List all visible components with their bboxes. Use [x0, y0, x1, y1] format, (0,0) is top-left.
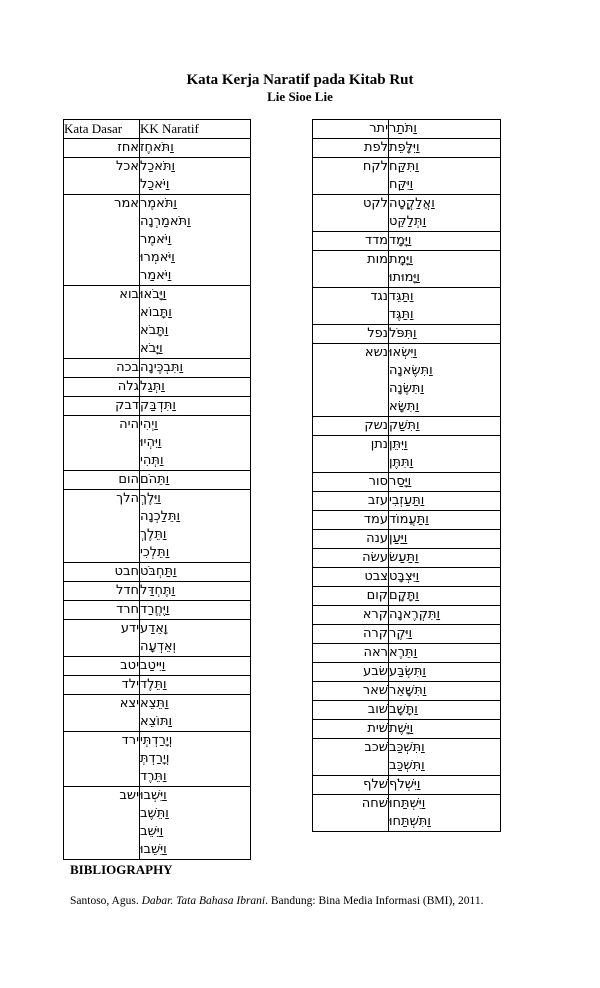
table-row: [313, 473, 501, 492]
root-word: קרא: [313, 606, 389, 625]
narrative-form: וַתֵּלַכְנָה: [140, 509, 181, 524]
narrative-form: וַתֹּאחֶז: [140, 140, 174, 155]
narrative-forms: [140, 490, 251, 563]
narrative-forms: [389, 325, 501, 344]
root-word: ירד: [64, 732, 140, 787]
narrative-form: וַתֹּאכַל: [140, 159, 176, 174]
table-row: [313, 587, 501, 606]
narrative-form: וַיָּבֹא: [140, 341, 163, 356]
table-row: [313, 139, 501, 158]
narrative-forms: [389, 232, 501, 251]
root-word: עשׂה: [313, 549, 389, 568]
narrative-form: וַיָּבֹאוּ: [140, 287, 167, 302]
narrative-form: וַתָּבֹא: [140, 323, 169, 338]
table-row: [313, 568, 501, 587]
root-word: שׁית: [313, 720, 389, 739]
verb-table-left: [63, 119, 251, 860]
root-word: שׂבע: [313, 663, 389, 682]
root-word: שׁאר: [313, 682, 389, 701]
table-row: [313, 251, 501, 288]
narrative-forms: [140, 359, 251, 378]
narrative-forms: [389, 492, 501, 511]
narrative-forms: [389, 139, 501, 158]
bibliography-entry-rest: . Bandung: Bina Media Informasi (BMI), 2011.: [265, 895, 484, 907]
narrative-form: וַתִּשְׁכַּב: [389, 740, 425, 755]
root-word: ענה: [313, 530, 389, 549]
narrative-forms: [389, 473, 501, 492]
table-row: [313, 288, 501, 325]
root-word: אחז: [64, 139, 140, 158]
root-word: נתן: [313, 436, 389, 473]
table-row: [64, 732, 251, 787]
narrative-forms: [140, 397, 251, 416]
narrative-form: וַיָּמוּתוּ: [389, 270, 420, 285]
table-row: [313, 776, 501, 795]
narrative-forms: [140, 158, 251, 195]
narrative-form: וַיֶּחֱרַד: [140, 602, 170, 617]
narrative-forms: [389, 288, 501, 325]
narrative-form: וַיִּיטַב: [140, 658, 166, 673]
root-word: קום: [313, 587, 389, 606]
narrative-form: וַתִּשֶּׂאנָה: [389, 363, 433, 378]
table-row: [64, 378, 251, 397]
narrative-form: וַתֵּרֶא: [389, 645, 418, 660]
narrative-forms: [140, 286, 251, 359]
narrative-form: וַיִּצְבָּט: [389, 569, 420, 584]
narrative-forms: [140, 563, 251, 582]
narrative-forms: [140, 657, 251, 676]
narrative-forms: [140, 471, 251, 490]
narrative-forms: [389, 720, 501, 739]
root-word: בכה: [64, 359, 140, 378]
narrative-forms: [389, 511, 501, 530]
table-row: [64, 695, 251, 732]
narrative-forms: [389, 568, 501, 587]
narrative-form: וַתִּשְׁתַּחוּ: [389, 814, 431, 829]
root-word: לפת: [313, 139, 389, 158]
root-word: סור: [313, 473, 389, 492]
root-word: ראה: [313, 644, 389, 663]
narrative-form: וַתַּגֶּד: [389, 307, 414, 322]
table-row: [64, 676, 251, 695]
table-row: [64, 601, 251, 620]
header-root: Kata Dasar: [64, 120, 140, 139]
table-row: [64, 195, 251, 286]
narrative-form: וַתִּשֶּׂנָה: [389, 381, 424, 396]
narrative-form: וַתֵּלֶךְ: [140, 527, 167, 542]
narrative-forms: [389, 436, 501, 473]
table-row: [64, 620, 251, 657]
table-row: [64, 416, 251, 471]
narrative-forms: [389, 251, 501, 288]
narrative-form: וַאֲלַקֳטָה: [389, 196, 435, 211]
table-row: [313, 682, 501, 701]
root-word: יתר: [313, 120, 389, 139]
narrative-forms: [389, 644, 501, 663]
narrative-form: וַתִּשָּׂא: [389, 399, 419, 414]
root-word: מדד: [313, 232, 389, 251]
root-word: נפל: [313, 325, 389, 344]
table-row: [313, 530, 501, 549]
narrative-form: וַתֵּלֶד: [140, 677, 167, 692]
table-row: [313, 436, 501, 473]
root-word: היה: [64, 416, 140, 471]
root-word: צבט: [313, 568, 389, 587]
root-word: ישב: [64, 787, 140, 860]
table-row: [313, 720, 501, 739]
table-row: [64, 139, 251, 158]
narrative-forms: [140, 695, 251, 732]
root-word: חדל: [64, 582, 140, 601]
narrative-form: וַתִּקַּח: [389, 159, 419, 174]
narrative-form: וְיָרַדְתְּי: [140, 733, 173, 748]
narrative-forms: [140, 416, 251, 471]
narrative-forms: [389, 663, 501, 682]
table-row: [313, 344, 501, 417]
narrative-forms: [389, 158, 501, 195]
narrative-form: וַתִּשְׂבַּע: [389, 664, 426, 679]
narrative-form: וַיִּתֵּן: [389, 437, 408, 452]
narrative-forms: [389, 344, 501, 417]
root-word: יטב: [64, 657, 140, 676]
root-word: חבט: [64, 563, 140, 582]
root-word: אמר: [64, 195, 140, 286]
bibliography-entry: [70, 895, 484, 907]
bibliography-entry-title: Dabar. Tata Bahasa Ibrani: [141, 895, 266, 907]
narrative-form: וַיִּשְׂאוּ: [389, 345, 417, 360]
narrative-form: וָאֵדַע: [140, 621, 168, 636]
table-row: [64, 490, 251, 563]
narrative-forms: [140, 139, 251, 158]
table-row: [313, 795, 501, 832]
table-row: [313, 325, 501, 344]
root-word: דבק: [64, 397, 140, 416]
table-row: [313, 606, 501, 625]
table-row: [313, 417, 501, 436]
narrative-form: וַתְּהִי: [140, 453, 164, 468]
root-word: לקט: [313, 195, 389, 232]
root-word: עזב: [313, 492, 389, 511]
narrative-form: וַתַּגֵּד: [389, 289, 414, 304]
table-row: [64, 158, 251, 195]
narrative-forms: [389, 195, 501, 232]
narrative-form: וַיִּקַּח: [389, 177, 414, 192]
bibliography-heading: BIBLIOGRAPHY: [70, 862, 173, 877]
narrative-form: וַיִּהְיוּ: [140, 435, 162, 450]
table-row: [313, 739, 501, 776]
root-word: הום: [64, 471, 140, 490]
narrative-forms: [389, 701, 501, 720]
narrative-forms: [389, 739, 501, 776]
root-word: שׁוב: [313, 701, 389, 720]
narrative-form: וַיָּמָת: [389, 252, 413, 267]
table-row: [64, 397, 251, 416]
table-row: [313, 158, 501, 195]
narrative-form: וַיָּשֶׁת: [389, 721, 414, 736]
narrative-forms: [140, 195, 251, 286]
narrative-form: וַיִּקֶר: [389, 626, 413, 641]
narrative-form: וַיֹּאמְרוּ: [140, 250, 175, 265]
narrative-form: וַתֵּשֶׁב: [140, 806, 169, 821]
document-title: Kata Kerja Naratif pada Kitab Rut: [186, 72, 414, 88]
narrative-form: וַתִּפֹּל: [389, 326, 417, 341]
root-word: ילד: [64, 676, 140, 695]
root-word: עמד: [313, 511, 389, 530]
root-word: אכל: [64, 158, 140, 195]
narrative-form: וַתַּחְבֹּט: [140, 564, 177, 579]
root-word: שׁכב: [313, 739, 389, 776]
narrative-form: וַתֹּתַר: [389, 121, 417, 136]
root-word: גלה: [64, 378, 140, 397]
narrative-form: וְיָרַדְתְּ: [140, 751, 170, 766]
narrative-form: וַתִּשָּׁאֵר: [389, 683, 427, 698]
root-word: הלך: [64, 490, 140, 563]
narrative-form: וַיֵּשֵׁב: [140, 824, 164, 839]
narrative-forms: [140, 601, 251, 620]
narrative-form: וַיֵּשְׁבוּ: [140, 788, 167, 803]
narrative-forms: [140, 732, 251, 787]
root-word: שׁלף: [313, 776, 389, 795]
narrative-form: וַיִּשְׁלֹף: [389, 777, 421, 792]
table-row: [313, 625, 501, 644]
narrative-forms: [389, 606, 501, 625]
narrative-form: וַתֶּחְדַּל: [140, 583, 176, 598]
narrative-forms: [389, 587, 501, 606]
narrative-form: וַתְּגַל: [140, 379, 165, 394]
table-row: [313, 120, 501, 139]
narrative-form: וַיִּשְׁתַּחוּ: [389, 796, 426, 811]
narrative-form: וַיָּסַר: [389, 474, 412, 489]
narrative-forms: [389, 682, 501, 701]
table-row: [313, 511, 501, 530]
narrative-forms: [140, 787, 251, 860]
table-row: [313, 663, 501, 682]
table-row: [64, 787, 251, 860]
root-word: נגד: [313, 288, 389, 325]
root-word: לקח: [313, 158, 389, 195]
root-word: יצא: [64, 695, 140, 732]
narrative-form: וַיְהִי: [140, 417, 158, 432]
narrative-form: וַתֵּרֶד: [140, 769, 167, 784]
narrative-forms: [389, 625, 501, 644]
table-row: [313, 701, 501, 720]
narrative-form: וַיֹּאמֶר: [140, 232, 172, 247]
narrative-forms: [140, 620, 251, 657]
root-word: חרד: [64, 601, 140, 620]
narrative-form: וַתֵּהֹם: [140, 472, 170, 487]
root-word: שׁחה: [313, 795, 389, 832]
narrative-form: וַתַּעַשׂ: [389, 550, 419, 565]
table-header-row: [64, 120, 251, 139]
narrative-form: וַתֵּצֵא: [140, 696, 169, 711]
table-row: [64, 359, 251, 378]
table-row: [64, 582, 251, 601]
narrative-form: וַתִּשַּׁק: [389, 418, 420, 433]
narrative-forms: [389, 776, 501, 795]
narrative-form: וַתִּקְרֶאנָה: [389, 607, 441, 622]
narrative-form: וְאֵדְעָה: [140, 639, 177, 654]
narrative-form: וַיָּמָד: [389, 233, 412, 248]
document-author: Lie Sioe Lie: [267, 89, 333, 104]
narrative-form: וַתָּשָׁב: [389, 702, 418, 717]
root-word: נשק: [313, 417, 389, 436]
narrative-form: וַיֹּאכַל: [140, 177, 170, 192]
narrative-form: וַיֹּאמַר: [140, 268, 172, 283]
root-word: ידע: [64, 620, 140, 657]
verb-table-right: [312, 119, 501, 832]
table-row: [313, 549, 501, 568]
table-row: [64, 657, 251, 676]
narrative-form: וַיֵּשֵׁבוּ: [140, 842, 167, 857]
narrative-form: וַתֹּאמַרְנָה: [140, 214, 191, 229]
table-row: [313, 492, 501, 511]
narrative-forms: [389, 417, 501, 436]
narrative-forms: [389, 530, 501, 549]
narrative-forms: [389, 549, 501, 568]
narrative-form: וַתִּתֶּן: [389, 455, 414, 470]
table-row: [313, 644, 501, 663]
table-row: [64, 286, 251, 359]
narrative-form: וַתֵּלְכִי: [140, 545, 170, 560]
narrative-forms: [140, 378, 251, 397]
narrative-form: וַתָּקָם: [389, 588, 419, 603]
narrative-form: וַתַּעֲמוֹד: [389, 512, 429, 527]
narrative-form: וַתִּדְבַּק: [140, 398, 176, 413]
narrative-form: וַיֵּלֶךְ: [140, 491, 161, 506]
narrative-form: וַיִּלָּפֵת: [389, 140, 420, 155]
table-row: [313, 232, 501, 251]
narrative-form: וַתַּעַזְבִי: [389, 493, 425, 508]
narrative-form: וַתִּשְׁכַּב: [389, 758, 425, 773]
narrative-forms: [140, 582, 251, 601]
bibliography-entry-author: Santoso, Agus.: [70, 895, 142, 907]
narrative-forms: [140, 676, 251, 695]
root-word: מות: [313, 251, 389, 288]
root-word: קרה: [313, 625, 389, 644]
narrative-form: וַתֹּאמֶר: [140, 196, 177, 211]
narrative-form: וַתָּבוֹא: [140, 305, 172, 320]
narrative-form: וַתִּבְכֶּינָה: [140, 360, 184, 375]
header-forms: KK Naratif: [140, 120, 251, 139]
table-row: [313, 195, 501, 232]
table-row: [64, 471, 251, 490]
root-word: בוא: [64, 286, 140, 359]
narrative-forms: [389, 120, 501, 139]
narrative-form: וַתּוֹצֵא: [140, 714, 173, 729]
narrative-forms: [389, 795, 501, 832]
table-row: [64, 563, 251, 582]
root-word: נשא: [313, 344, 389, 417]
narrative-form: וַתְּלַקֵּט: [389, 214, 427, 229]
narrative-form: וַיַּעַן: [389, 531, 408, 546]
